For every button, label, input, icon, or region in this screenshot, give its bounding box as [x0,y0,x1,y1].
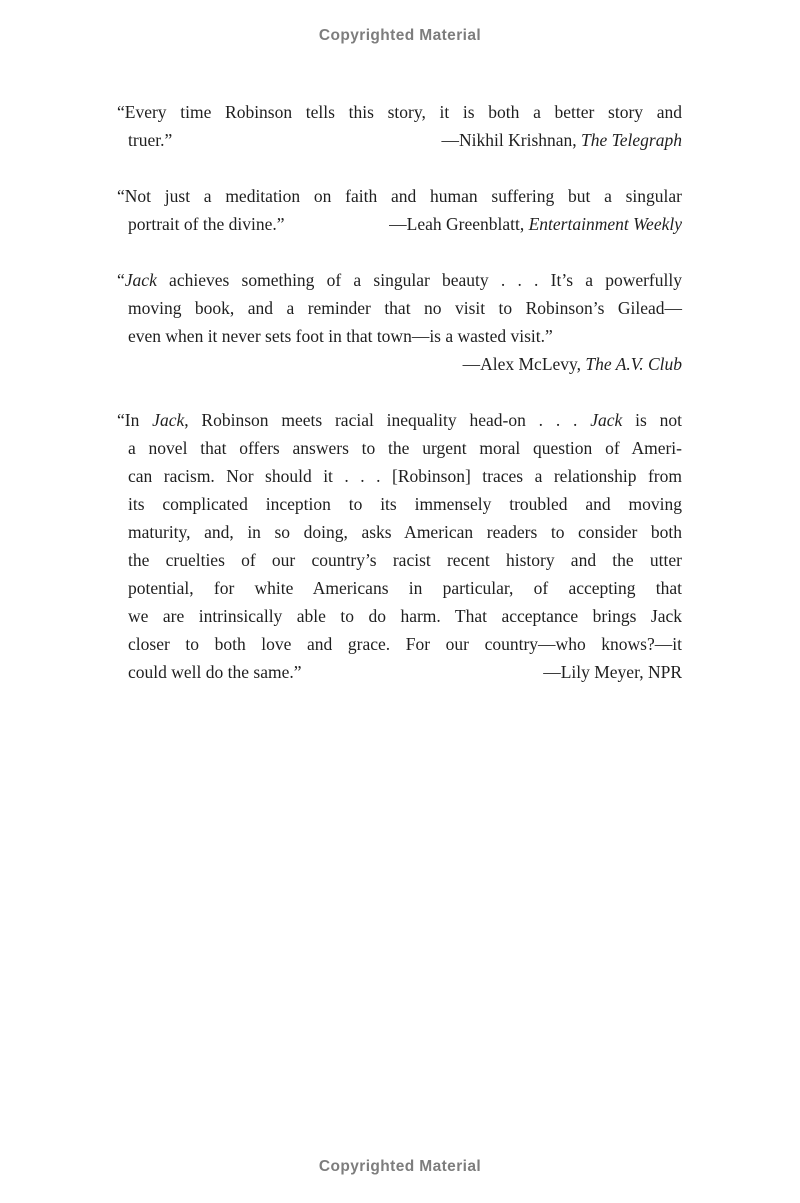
quote-line [117,266,682,294]
quote-line [117,658,682,686]
quote-text: can racism. Nor should it . . . [Robinson] traces a relationship from [128,466,682,486]
quote-line [117,434,682,462]
quote-line [117,182,682,210]
quote-text: moving book, and a reminder that no visit to Robinson’s Gilead— [128,298,682,318]
quote-attribution [442,126,682,154]
quote-line-end [128,658,302,686]
quote-line [117,294,682,322]
quote-text: its complicated inception to its immensely troubled and moving [128,494,682,514]
quote-text: —Alex McLevy, [462,354,586,374]
praise-quote [117,406,682,686]
quote-text: “Every time Robinson tells this story, it is both a better story and [117,102,682,122]
quote-attribution-line [117,350,682,378]
quote-text: could well do the same.” [128,662,302,682]
quote-text: the cruelties of our country’s racist recent history and the utter [128,550,682,570]
copyright-notice-bottom: Copyrighted Material [318,1158,482,1175]
copyright-notice-top: Copyrighted Material [318,27,482,44]
quote-text: —Nikhil Krishnan, [441,130,582,150]
quote-text: , Robinson meets racial inequality head-on . . . [184,410,591,430]
quote-line [117,490,682,518]
quote-line [117,630,682,658]
quote-text: even when it never sets foot in that town—is a wasted visit.” [128,326,553,346]
quote-attribution [389,210,682,238]
quote-italic-text: Jack [152,410,185,430]
quote-line [117,462,682,490]
praise-quote [117,266,682,378]
quote-text: “Not just a meditation on faith and human suffering but a singular [117,186,682,206]
quote-italic-text: Jack [590,410,623,430]
quote-line [117,322,682,350]
quote-line [117,518,682,546]
quote-text: portrait of the divine.” [128,214,285,234]
quote-italic-text: Jack [124,270,157,290]
quote-text: we are intrinsically able to do harm. That acceptance brings Jack [128,606,682,626]
quote-text: “In [117,410,153,430]
quote-italic-text: Entertainment Weekly [528,214,682,234]
quote-text: potential, for white Americans in particular, of accepting that [128,578,682,598]
quote-text: achieves something of a singular beauty . . . It’s a powerfully [156,270,682,290]
quote-line [117,406,682,434]
quote-line-end [128,210,284,238]
quote-text: a novel that offers answers to the urgent moral question of Ameri- [128,438,682,458]
quote-text: is not [622,410,682,430]
quote-line [117,210,682,238]
quote-text: closer to both love and grace. For our country—who knows?—it [128,634,682,654]
quote-line [117,574,682,602]
quote-attribution [543,658,682,686]
quote-line [117,126,682,154]
praise-quotes-block [117,98,682,686]
quote-line [117,98,682,126]
quote-italic-text: The A.V. Club [585,354,682,374]
praise-quote [117,98,682,154]
quote-line [117,546,682,574]
quote-text: truer.” [128,130,173,150]
quote-text: —Lily Meyer, NPR [543,662,682,682]
quote-text: —Leah Greenblatt, [389,214,529,234]
quote-italic-text: The Telegraph [581,130,682,150]
praise-quote [117,182,682,238]
quote-line [117,602,682,630]
quote-line-end [128,126,172,154]
quote-text: “ [117,270,125,290]
quote-text: maturity, and, in so doing, asks American readers to consider both [128,522,682,542]
